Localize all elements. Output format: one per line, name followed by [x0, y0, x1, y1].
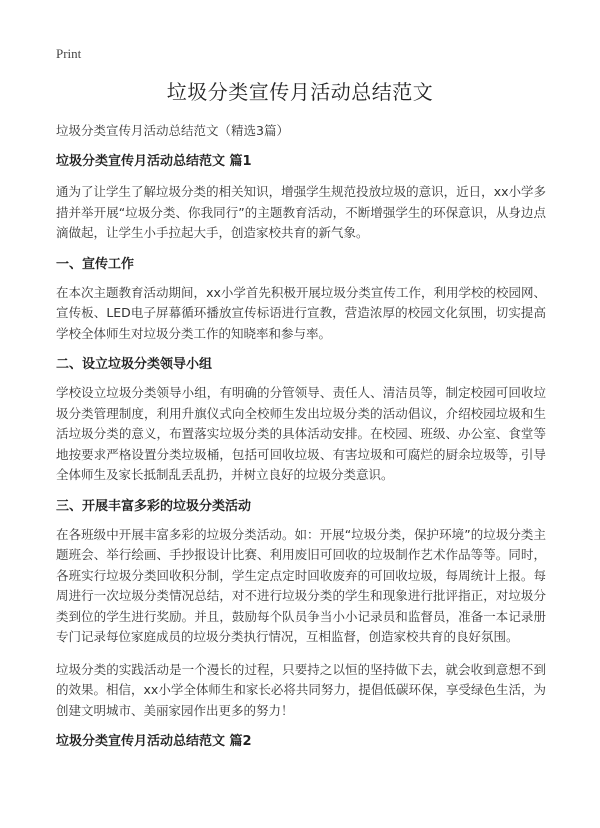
page-title: 垃圾分类宣传月活动总结范文 [166, 80, 434, 104]
document-subtitle: 垃圾分类宣传月活动总结范文（精选3篇） [56, 123, 289, 138]
section-3-paragraph-2: 垃圾分类的实践活动是一个漫长的过程，只要持之以恒的坚持做下去，就会收到意想不到的效果。相信，xx小学全体师生和家长必将共同努力，提倡低碳环保，享受绿色生活，为创建文明城市、美丽家园作出更多的努力！ [56, 661, 546, 718]
section-3-heading: 三、开展丰富多彩的垃圾分类活动 [56, 498, 252, 514]
section-3-paragraph-1: 在各班级中开展丰富多彩的垃圾分类活动。如：开展“垃圾分类，保护环境”的垃圾分类主题班会、举行绘画、手抄报设计比赛、利用废旧可回收的垃圾制作艺术作品等等。同时，各班实行垃圾分类回收积分制，学生定点定时回收废弃的可回收垃圾，每周统计上报。每周进行一次垃圾分类情况总结，对不进行垃圾分类的学生和现象进行批评指正，对垃圾分类到位的学生进行奖励。并且，鼓励每个队员争当小小记录员和监督员，准备一本记录册专门记录每位家庭成员的垃圾分类执行情况，互相监督，创造家校共育的良好氛围。 [56, 526, 546, 644]
article-1-intro: 通为了让学生了解垃圾分类的相关知识，增强学生规范投放垃圾的意识，近日，xx小学多措并举开展“垃圾分类、你我同行”的主题教育活动，不断增强学生的环保意识，从身边点滴做起，让学生小手拉起大手，创造家校共育的新气象。 [56, 184, 546, 240]
section-1-heading: 一、宣传工作 [56, 256, 135, 272]
section-1-paragraph: 在本次主题教育活动期间，xx小学首先积极开展垃圾分类宣传工作，利用学校的校园网、宣传板、LED电子屏幕循环播放宣传标语进行宣教，营造浓厚的校园文化氛围，切实提高学校全体师生对垃圾分类工作的知晓率和参与率。 [56, 284, 546, 341]
section-2-paragraph: 学校设立垃圾分类领导小组，有明确的分管领导、责任人、清洁员等，制定校园可回收垃圾分类管理制度，利用升旗仪式向全校师生发出垃圾分类的活动倡议，介绍校园垃圾和生活垃圾分类的意义，布置落实垃圾分类的具体活动安排。在校园、班级、办公室、食堂等地按要求严格设置分类垃圾桶，包括可回收垃圾、有害垃圾和可腐烂的厨余垃圾等，引导全体师生及家长抵制乱丢乱扔，并树立良好的垃圾分类意识。 [56, 385, 546, 482]
article-1-heading: 垃圾分类宣传月活动总结范文 篇1 [56, 154, 252, 169]
print-link[interactable]: Print [56, 46, 82, 61]
section-2-heading: 二、设立垃圾分类领导小组 [56, 357, 213, 372]
document-body [56, 122, 546, 762]
article-2-heading: 垃圾分类宣传月活动总结范文 篇2 [56, 734, 252, 749]
